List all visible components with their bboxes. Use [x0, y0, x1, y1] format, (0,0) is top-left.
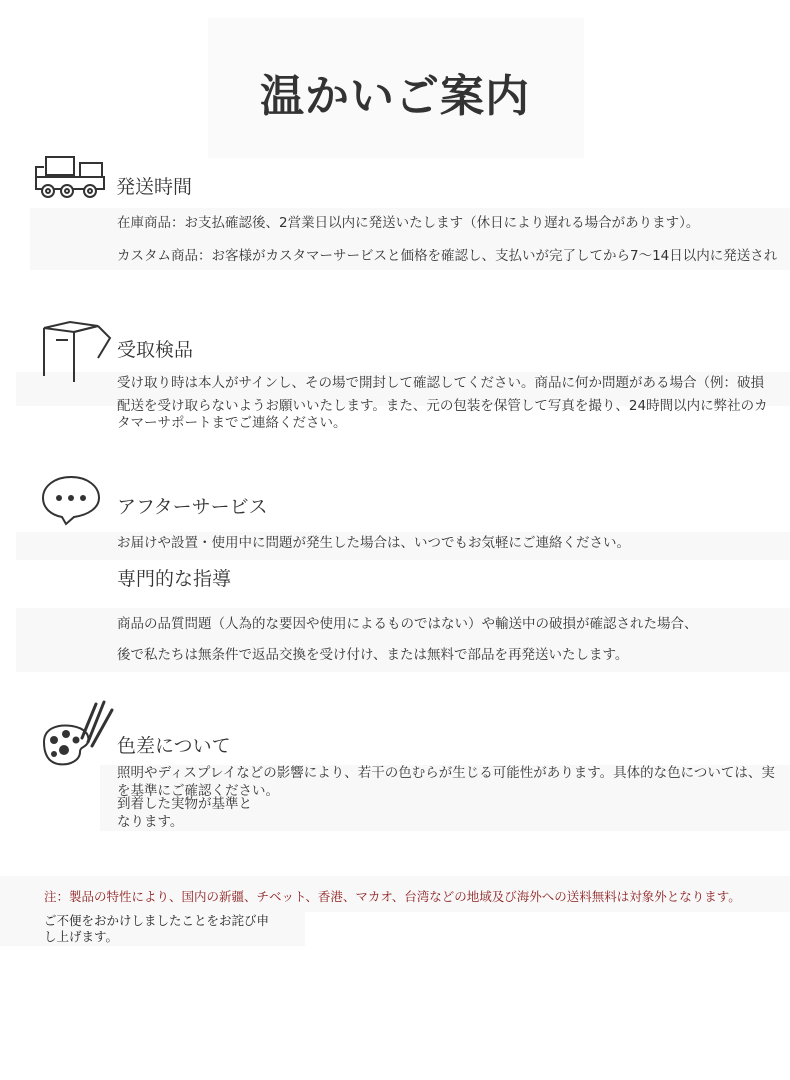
receiving-line-2: 配送を受け取らないようお願いいたします。また、元の包装を保管して写真を撮り、24時間以内に弊社のカ: [117, 398, 768, 414]
color-line-4: なります。: [117, 814, 184, 830]
color-line-2: を基準にご確認ください。: [117, 783, 279, 799]
box-icon: [40, 320, 112, 386]
truck-icon: [34, 155, 110, 201]
palette-icon: [40, 698, 116, 768]
receiving-heading: 受取検品: [117, 339, 194, 361]
after-service-line-2: 商品の品質問題（人為的な要因や使用によるものではない）や輸送中の破損が確認された場合、: [117, 616, 698, 632]
color-line-1: 照明やディスプレイなどの影響により、若干の色むらが生じる可能性があります。具体的な色については、実: [117, 765, 775, 781]
speech-bubble-icon: [40, 474, 102, 526]
shipping-exclusion-note: 注：製品の特性により、国内の新疆、チベット、香港、マカオ、台湾などの地域及び海外への送料無料は対象外となります。: [44, 889, 741, 904]
shipping-heading: 発送時間: [116, 176, 193, 198]
shipping-line-2: カスタム商品：お客様がカスタマーサービスと価格を確認し、支払いが完了してから7〜14日以内に発送され: [117, 248, 778, 264]
shipping-line-1: 在庫商品：お支払確認後、2営業日以内に発送いたします（休日により遅れる場合があります）。: [117, 215, 700, 231]
receiving-line-1: 受け取り時は本人がサインし、その場で開封して確認してください。商品に何か問題がある場合（例：破損: [117, 375, 765, 391]
receiving-line-3: タマーサポートまでご連絡ください。: [117, 415, 347, 431]
apology-text: [44, 913, 284, 945]
apology-line-2: し上げます。: [44, 929, 119, 944]
apology-line-1: ご不便をおかけしましたことをお詫び申: [44, 913, 270, 928]
color-heading: 色差について: [117, 735, 231, 757]
color-line-3: 到着した実物が基準と: [117, 796, 252, 812]
guidance-subheading: 専門的な指導: [117, 568, 232, 590]
page-title: 温かいご案内: [260, 71, 530, 122]
after-service-line-3: 後で私たちは無条件で返品交換を受け付け、または無料で部品を再発送いたします。: [117, 647, 629, 663]
after-service-heading: アフターサービス: [117, 496, 268, 518]
after-service-line-1: お届けや設置・使用中に問題が発生した場合は、いつでもお気軽にご連絡ください。: [117, 535, 630, 551]
